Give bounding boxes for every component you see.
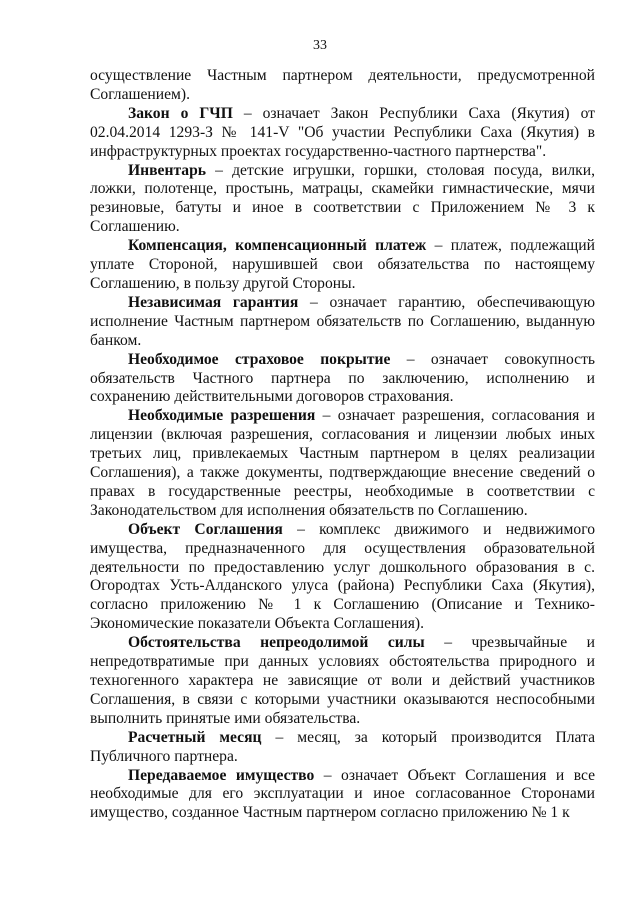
definition-term: Обстоятельства непреодолимой силы bbox=[128, 634, 425, 652]
definition-obekt-soglasheniya bbox=[90, 521, 595, 634]
definition-strakhovoe-pokrytie bbox=[90, 351, 595, 408]
definition-text: – означает разрешения, согласования и лицензии (включая разрешения, согласования и лицензии любых иных третьих лиц, привлекаемых Частным партнером в целях реализации Соглашения), а также документы, подтверждающие внесение сведений о правах в государственные реестры, необходимые в соответствии с Законодательством для исполнения обязательств по Соглашению. bbox=[90, 407, 595, 519]
definition-term: Расчетный месяц bbox=[128, 728, 262, 746]
definition-text: – месяц, за который производится Плата Публичного партнера. bbox=[90, 728, 595, 765]
definition-term: Необходимые разрешения bbox=[128, 407, 316, 425]
definition-text: – означает Объект Соглашения и все необходимые для его эксплуатации и иное согласованное Сторонами имущество, созданное Частным партнером согласно приложению № 1 к bbox=[90, 766, 595, 822]
definition-term: Инвентарь bbox=[128, 161, 207, 179]
definition-term: Компенсация, компенсационный платеж bbox=[128, 237, 427, 255]
definition-nezavisimaya-garantiya bbox=[90, 294, 595, 351]
definition-term: Передаваемое имущество bbox=[128, 766, 315, 784]
definition-text: – комплекс движимого и недвижимого имущества, предназначенного для осуществления образовательной деятельности по предоставлению услуг дошкольного образования в с. Огородтах Усть-Алданского улуса (района) Республики Саха (Якутия), согласно приложению № 1 к Соглашению (Описание и Технико-Экономические показатели Объекта Соглашения). bbox=[90, 520, 595, 633]
definition-neobkhodimye-razresheniya bbox=[90, 407, 595, 520]
definition-text: – детские игрушки, горшки, столовая посуда, вилки, ложки, полотенце, простынь, матрацы, скамейки гимнастические, мячи резиновые, батуты и иное в соответствии с Приложением № 3 к Соглашению. bbox=[90, 161, 595, 236]
paragraph-continuation bbox=[90, 67, 595, 105]
page-number: 33 bbox=[313, 38, 327, 53]
definition-inventar bbox=[90, 162, 595, 238]
definition-term: Закон о ГЧП bbox=[128, 104, 233, 122]
definition-term: Необходимое страховое покрытие bbox=[128, 350, 391, 368]
definition-fors-mazhor bbox=[90, 634, 595, 729]
definition-text: – платеж, подлежащий уплате Стороной, нарушившей свои обязательства по настоящему Соглашению, в пользу другой Стороны. bbox=[90, 237, 595, 292]
definition-kompensatsiya bbox=[90, 237, 595, 294]
definition-text: – означает Закон Республики Саха (Якутия) от 02.04.2014 1293-З № 141-V "Об участии Республики Саха (Якутия) в инфраструктурных проектах государственно-частного партнерства". bbox=[90, 104, 595, 160]
document-body bbox=[90, 67, 595, 823]
definition-peredavaemoe-imushchestvo bbox=[90, 767, 595, 824]
definition-text: – означает совокупность обязательств Частного партнера по заключению, исполнению и сохранению действительными договоров страхования. bbox=[90, 350, 595, 406]
definition-zakon-o-gchp bbox=[90, 105, 595, 162]
definition-raschetnyi-mesyats bbox=[90, 729, 595, 767]
definition-text: – означает гарантию, обеспечивающую исполнение Частным партнером обязательств по Соглашению, выданную банком. bbox=[90, 293, 595, 349]
definition-text: – чрезвычайные и непредотвратимые при данных условиях обстоятельства природного и техногенного характера не зависящие от воли и действий участников Соглашения, в связи с которыми участники оказываются неспособными выполнить принятые ими обязательства. bbox=[90, 634, 595, 727]
definition-term: Объект Соглашения bbox=[128, 520, 283, 538]
paragraph-text: осуществление Частным партнером деятельности, предусмотренной Соглашением). bbox=[90, 67, 595, 103]
definition-term: Независимая гарантия bbox=[128, 293, 299, 311]
